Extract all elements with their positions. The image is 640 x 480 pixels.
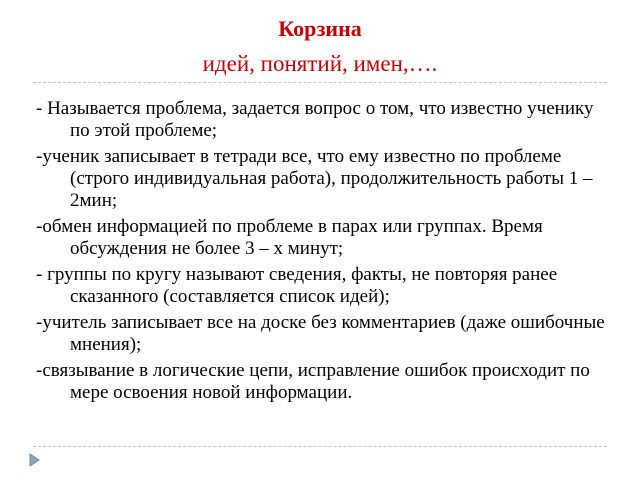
list-item: -обмен информацией по проблеме в парах или группах. Время обсуждения не более 3 – х минут;	[36, 216, 543, 259]
list-item: -связывание в логические цепи, исправление ошибок происходит по мере освоения новой информации.	[36, 360, 590, 403]
bottom-divider	[33, 446, 607, 447]
list-item: -ученик записывает в тетради все, что ему известно по проблеме (строго индивидуальная работа), продолжительность работы 1 – 2мин;	[36, 146, 593, 211]
list-item: - группы по кругу называют сведения, факты, не повторяя ранее сказанного (составляется список идей);	[36, 264, 558, 307]
list-item: - Называется проблема, задается вопрос о том, что известно ученику по этой проблеме;	[36, 98, 594, 141]
list-item: -учитель записывает все на доске без комментариев (даже ошибочные мнения);	[36, 312, 605, 355]
slide-title: Корзина	[278, 16, 362, 41]
top-divider	[33, 82, 607, 83]
slide-body-list	[36, 98, 616, 408]
play-arrow-icon[interactable]	[29, 453, 40, 467]
slide-subtitle: идей, понятий, имен,….	[202, 51, 438, 76]
